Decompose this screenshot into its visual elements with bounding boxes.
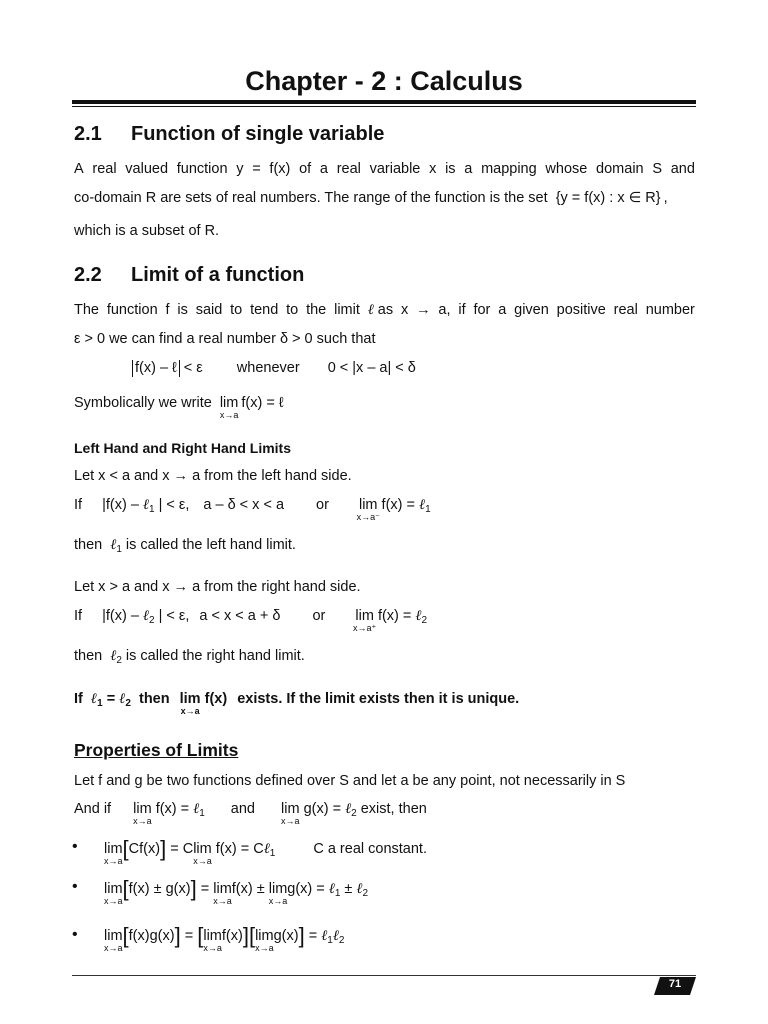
subscript-1: 1 bbox=[116, 544, 122, 555]
left-condition-line bbox=[74, 497, 431, 522]
fx-equals-c: f(x) = C bbox=[215, 841, 264, 857]
properties-intro: Let f and g be two functions defined over S and let a be any point, not necessarily in S bbox=[74, 773, 626, 789]
lim-operator bbox=[268, 881, 288, 906]
lim-word: lim bbox=[219, 395, 239, 411]
left-cond-a: |f(x) – bbox=[102, 497, 139, 513]
lim-subscript: x→a bbox=[104, 896, 123, 906]
p2-word: limit bbox=[334, 302, 360, 318]
lim-subscript: x→a bbox=[219, 410, 239, 420]
title-rule-thin bbox=[72, 106, 696, 107]
subscript-2: 2 bbox=[421, 615, 428, 626]
right-expr: f(x) = bbox=[377, 608, 412, 624]
ell-symbol: ℓ bbox=[332, 928, 339, 944]
lim-subscript: x→a bbox=[193, 856, 212, 866]
p2-word: positive bbox=[556, 302, 606, 318]
left-bracket: [ bbox=[122, 836, 129, 861]
ell-symbol: ℓ bbox=[90, 690, 98, 707]
lim-operator bbox=[104, 881, 123, 906]
lim-expression: f(x) = ℓ bbox=[241, 395, 284, 411]
p2-word: real bbox=[613, 302, 638, 318]
lim-expression: f(x) bbox=[204, 691, 228, 707]
p2-word: function bbox=[106, 302, 158, 318]
title-rule bbox=[72, 100, 696, 104]
lhrh-heading: Left Hand and Right Hand Limits bbox=[74, 440, 291, 456]
lim-subscript: x→a bbox=[281, 816, 300, 826]
lim-operator bbox=[193, 841, 212, 866]
if-word: If bbox=[74, 691, 83, 707]
and-if-text: And if bbox=[74, 801, 112, 817]
lt-epsilon: < ε bbox=[183, 360, 203, 376]
p1-word: of bbox=[299, 161, 312, 177]
right-condition-line bbox=[74, 608, 428, 633]
right-bracket: ] bbox=[160, 836, 167, 861]
p1-word: domain bbox=[596, 161, 644, 177]
uniqueness-tail: exists. If the limit exists then it is unique. bbox=[237, 691, 520, 707]
p2-word: given bbox=[514, 302, 549, 318]
p1-word: a bbox=[319, 161, 328, 177]
chapter-title: Chapter - 2 : Calculus bbox=[245, 66, 523, 96]
equals: = bbox=[184, 928, 194, 944]
lim-word: lim bbox=[203, 928, 222, 944]
if-word: If bbox=[74, 608, 83, 624]
right-bracket: ] bbox=[174, 923, 181, 948]
right-bracket: ] bbox=[298, 923, 305, 948]
lim-subscript: x→a bbox=[104, 856, 123, 866]
p1-line-2 bbox=[74, 190, 668, 206]
p1-word: and bbox=[670, 161, 695, 177]
ell-symbol: ℓ bbox=[345, 801, 352, 817]
lim-subscript: x→a bbox=[133, 816, 152, 826]
p2-word: number bbox=[645, 302, 695, 318]
ell-symbol: ℓ bbox=[419, 497, 426, 513]
lim-subscript: x→a bbox=[180, 706, 200, 716]
range-set: {y = f(x) : x ∈ R} bbox=[555, 190, 661, 206]
subscript-1: 1 bbox=[97, 698, 103, 709]
p2-word: tend bbox=[250, 302, 279, 318]
subscript-1: 1 bbox=[334, 888, 341, 899]
ell-symbol: ℓ bbox=[263, 841, 270, 857]
ell-symbol: ℓ bbox=[110, 537, 117, 553]
lim-operator bbox=[104, 841, 123, 866]
p2-line-1 bbox=[74, 302, 695, 319]
ell-symbol: ℓ bbox=[119, 690, 126, 707]
p2-word: a, bbox=[438, 302, 451, 318]
left-bracket: [ bbox=[197, 923, 204, 948]
lim-subscript: x→a bbox=[104, 943, 123, 953]
left-intro: Let x < a and x → a from the left hand side. bbox=[74, 468, 352, 484]
p1-word: = bbox=[252, 161, 261, 177]
left-expr: f(x) = bbox=[381, 497, 415, 513]
section-number: 2.2 bbox=[74, 264, 102, 286]
section-2-1-heading bbox=[74, 123, 384, 146]
p2-word: ℓ as bbox=[367, 302, 394, 318]
subscript-2: 2 bbox=[362, 888, 369, 899]
left-bracket: [ bbox=[248, 923, 256, 948]
equals: = bbox=[200, 881, 210, 897]
property-constant-multiple bbox=[104, 836, 427, 866]
p1-line-2-text: co-domain R are sets of real numbers. The range of the function is the set bbox=[74, 190, 548, 206]
properties-heading: Properties of Limits bbox=[74, 740, 239, 760]
gx-equals: g(x) = bbox=[303, 801, 342, 817]
subscript-1: 1 bbox=[199, 808, 205, 819]
lim-word: lim bbox=[193, 841, 212, 857]
p1-word: a bbox=[464, 161, 473, 177]
ell-symbol: ℓ bbox=[142, 497, 149, 513]
lim-operator bbox=[203, 928, 222, 953]
sum-expression: f(x) ± g(x) bbox=[128, 881, 191, 897]
abs-expression: f(x) – ℓ bbox=[132, 360, 180, 377]
subscript-2: 2 bbox=[351, 808, 357, 819]
left-bracket: [ bbox=[122, 876, 129, 901]
then-word: then bbox=[138, 691, 170, 707]
lim-word: lim bbox=[355, 608, 374, 624]
then-word: then bbox=[74, 648, 103, 664]
ell-symbol: ℓ bbox=[110, 648, 117, 664]
p1-word: A bbox=[74, 161, 84, 177]
p1-word: mapping bbox=[481, 161, 537, 177]
left-range: a – δ < x < a bbox=[203, 497, 285, 513]
symbolic-text: Symbolically we write bbox=[74, 395, 212, 411]
p2-word: the bbox=[306, 302, 327, 318]
p1-word: variable bbox=[369, 161, 421, 177]
equals: = bbox=[106, 691, 116, 707]
ell-symbol: ℓ bbox=[328, 881, 335, 897]
p2-word: → bbox=[416, 302, 431, 318]
property-sum-difference bbox=[104, 876, 369, 906]
page-number: 71 bbox=[668, 978, 682, 990]
lim-operator bbox=[281, 801, 300, 826]
epsilon-delta-definition bbox=[132, 360, 416, 377]
right-intro: Let x > a and x → a from the right hand side. bbox=[74, 579, 361, 595]
left-bracket: [ bbox=[122, 923, 129, 948]
right-bracket: ] bbox=[242, 923, 249, 948]
plus-minus: ± bbox=[344, 881, 353, 897]
p1-word: real bbox=[92, 161, 117, 177]
lim-word: lim bbox=[104, 928, 123, 944]
equals: = bbox=[308, 928, 318, 944]
subscript-2: 2 bbox=[338, 935, 345, 946]
or-word: or bbox=[316, 497, 329, 513]
uniqueness-statement bbox=[74, 690, 520, 716]
lim-operator bbox=[104, 928, 123, 953]
p1-word: whose bbox=[545, 161, 588, 177]
p1-word: f(x) bbox=[269, 161, 291, 177]
lim-word: lim bbox=[255, 928, 274, 944]
exist-then-text: exist, then bbox=[360, 801, 427, 817]
lim-subscript: x→a bbox=[203, 943, 222, 953]
p2-word: is bbox=[177, 302, 188, 318]
bullet-1-marker: • bbox=[72, 838, 78, 855]
p1-line-3: which is a subset of R. bbox=[74, 223, 220, 239]
constant-note: C a real constant. bbox=[313, 841, 427, 857]
right-then-line bbox=[74, 648, 305, 666]
subscript-1: 1 bbox=[269, 848, 276, 859]
lim-operator-left bbox=[356, 497, 380, 522]
lim-word: lim bbox=[179, 691, 201, 707]
p2-word: to bbox=[286, 302, 299, 318]
right-cond-a: |f(x) – bbox=[102, 608, 139, 624]
lim-word: lim bbox=[104, 881, 123, 897]
lim-word: lim bbox=[268, 881, 288, 897]
p1-line-1 bbox=[74, 161, 695, 177]
lim-operator bbox=[213, 881, 232, 906]
fx-term: f(x) bbox=[221, 928, 243, 944]
fx-equals: f(x) = bbox=[155, 801, 190, 817]
ell-symbol: ℓ bbox=[321, 928, 328, 944]
p2-word: a bbox=[498, 302, 507, 318]
ell-symbol: ℓ bbox=[193, 801, 200, 817]
ell-symbol: ℓ bbox=[142, 608, 149, 624]
gx-equals: g(x) = bbox=[287, 881, 325, 897]
subscript-2: 2 bbox=[116, 655, 122, 666]
page-number-badge bbox=[654, 977, 696, 995]
section-2-2-heading bbox=[74, 264, 304, 287]
p1-comma: , bbox=[663, 190, 668, 206]
and-if-line bbox=[74, 801, 427, 826]
p1-word: x bbox=[429, 161, 437, 177]
ell-symbol: ℓ bbox=[356, 881, 363, 897]
cf-expression: Cf(x) bbox=[128, 841, 161, 857]
subscript-2: 2 bbox=[148, 615, 155, 626]
product-expression: f(x)g(x) bbox=[128, 928, 175, 944]
p2-word: f bbox=[165, 302, 170, 318]
left-cond-b: | < ε, bbox=[158, 497, 190, 513]
p2-word: for bbox=[473, 302, 491, 318]
lim-word: lim bbox=[104, 841, 123, 857]
p2-word: if bbox=[458, 302, 466, 318]
right-cond-b: | < ε, bbox=[158, 608, 190, 624]
bullet-2-marker: • bbox=[72, 878, 78, 895]
left-then-line bbox=[74, 537, 296, 555]
subscript-1: 1 bbox=[327, 935, 333, 946]
gx-term: g(x) bbox=[273, 928, 299, 944]
p2-word: x bbox=[400, 302, 409, 318]
p1-word: real bbox=[336, 161, 361, 177]
property-product bbox=[104, 923, 345, 953]
delta-condition: 0 < |x – a| < δ bbox=[327, 360, 416, 376]
subscript-1: 1 bbox=[425, 504, 431, 515]
p1-word: function bbox=[176, 161, 228, 177]
right-then-text: is called the right hand limit. bbox=[125, 648, 305, 664]
lim-word: lim bbox=[213, 881, 232, 897]
p2-word: said bbox=[195, 302, 223, 318]
section-title: Function of single variable bbox=[131, 123, 385, 145]
then-word: then bbox=[74, 537, 103, 553]
lim-subscript: x→a⁺ bbox=[353, 623, 377, 633]
and-word: and bbox=[230, 801, 255, 817]
p2-word: to bbox=[230, 302, 243, 318]
lim-operator bbox=[255, 928, 274, 953]
ell-symbol: ℓ bbox=[415, 608, 422, 624]
lim-subscript: x→a bbox=[268, 896, 288, 906]
lim-operator bbox=[219, 395, 239, 420]
footer-rule bbox=[72, 975, 696, 976]
lim-word: lim bbox=[358, 497, 378, 513]
subscript-2: 2 bbox=[125, 698, 131, 709]
right-range: a < x < a + δ bbox=[199, 608, 281, 624]
p2-word: The bbox=[74, 302, 99, 318]
lim-subscript: x→a bbox=[213, 896, 232, 906]
p2-line-2: ε > 0 we can find a real number δ > 0 such that bbox=[74, 331, 376, 347]
bullet-3-marker: • bbox=[72, 926, 78, 943]
equals-c: = C bbox=[170, 841, 194, 857]
right-bracket: ] bbox=[190, 876, 197, 901]
p1-word: S bbox=[652, 161, 662, 177]
or-word: or bbox=[312, 608, 326, 624]
lim-operator bbox=[179, 691, 201, 716]
lim-subscript: x→a⁻ bbox=[356, 512, 380, 522]
fx-pm: f(x) ± bbox=[231, 881, 265, 897]
symbolic-line bbox=[74, 395, 284, 420]
lim-operator bbox=[133, 801, 152, 826]
p1-word: y bbox=[236, 161, 244, 177]
whenever-text: whenever bbox=[236, 360, 300, 376]
p1-word: valued bbox=[125, 161, 169, 177]
if-word: If bbox=[74, 497, 83, 513]
lim-operator-right bbox=[353, 608, 377, 633]
left-then-text: is called the left hand limit. bbox=[125, 537, 296, 553]
section-title: Limit of a function bbox=[131, 264, 305, 286]
subscript-1: 1 bbox=[148, 504, 155, 515]
p1-word: is bbox=[445, 161, 456, 177]
lim-word: lim bbox=[281, 801, 300, 817]
lim-subscript: x→a bbox=[255, 943, 274, 953]
lim-word: lim bbox=[133, 801, 152, 817]
section-number: 2.1 bbox=[74, 123, 102, 145]
